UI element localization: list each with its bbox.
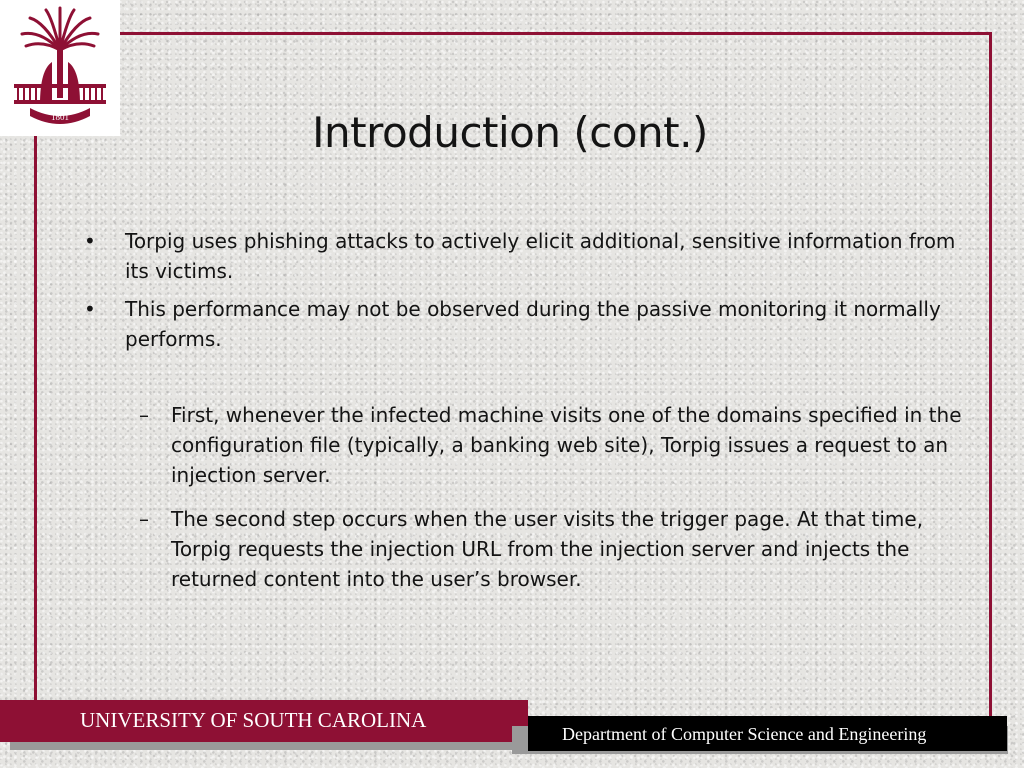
palmetto-seal-icon	[0, 0, 120, 136]
bullet-marker: •	[84, 229, 96, 253]
bullet-text: Torpig uses phishing attacks to actively elicit additional, sensitive information from its victims.	[125, 229, 956, 283]
frame-left-border	[34, 136, 37, 700]
university-logo	[0, 0, 120, 136]
bullet-text: This performance may not be observed during the passive monitoring it normally performs.	[125, 297, 941, 351]
bullet-item	[84, 294, 964, 354]
bullet-marker: •	[84, 297, 96, 321]
slide-body	[84, 226, 964, 594]
frame-top-border	[120, 32, 992, 35]
slide-title: Introduction (cont.)	[312, 108, 708, 157]
sub-bullet-marker: –	[139, 403, 149, 427]
frame-right-border	[989, 32, 992, 716]
department-banner: Department of Computer Science and Engineering	[528, 716, 1007, 751]
sub-bullet-text: First, whenever the infected machine visits one of the domains specified in the configuration file (typically, a banking web site), Torpig issues a request to an injection server.	[171, 403, 962, 487]
sub-bullet-marker: –	[139, 507, 149, 531]
logo-year: 1801	[51, 112, 69, 122]
sub-bullet-text: The second step occurs when the user visits the trigger page. At that time, Torpig requests the injection URL from the injection server and injects the returned content into the user’s browser.	[171, 507, 924, 591]
sub-bullet-item	[84, 400, 964, 490]
sub-bullet-item	[84, 504, 964, 594]
university-banner: UNIVERSITY OF SOUTH CAROLINA	[0, 700, 528, 742]
bullet-item	[84, 226, 964, 286]
